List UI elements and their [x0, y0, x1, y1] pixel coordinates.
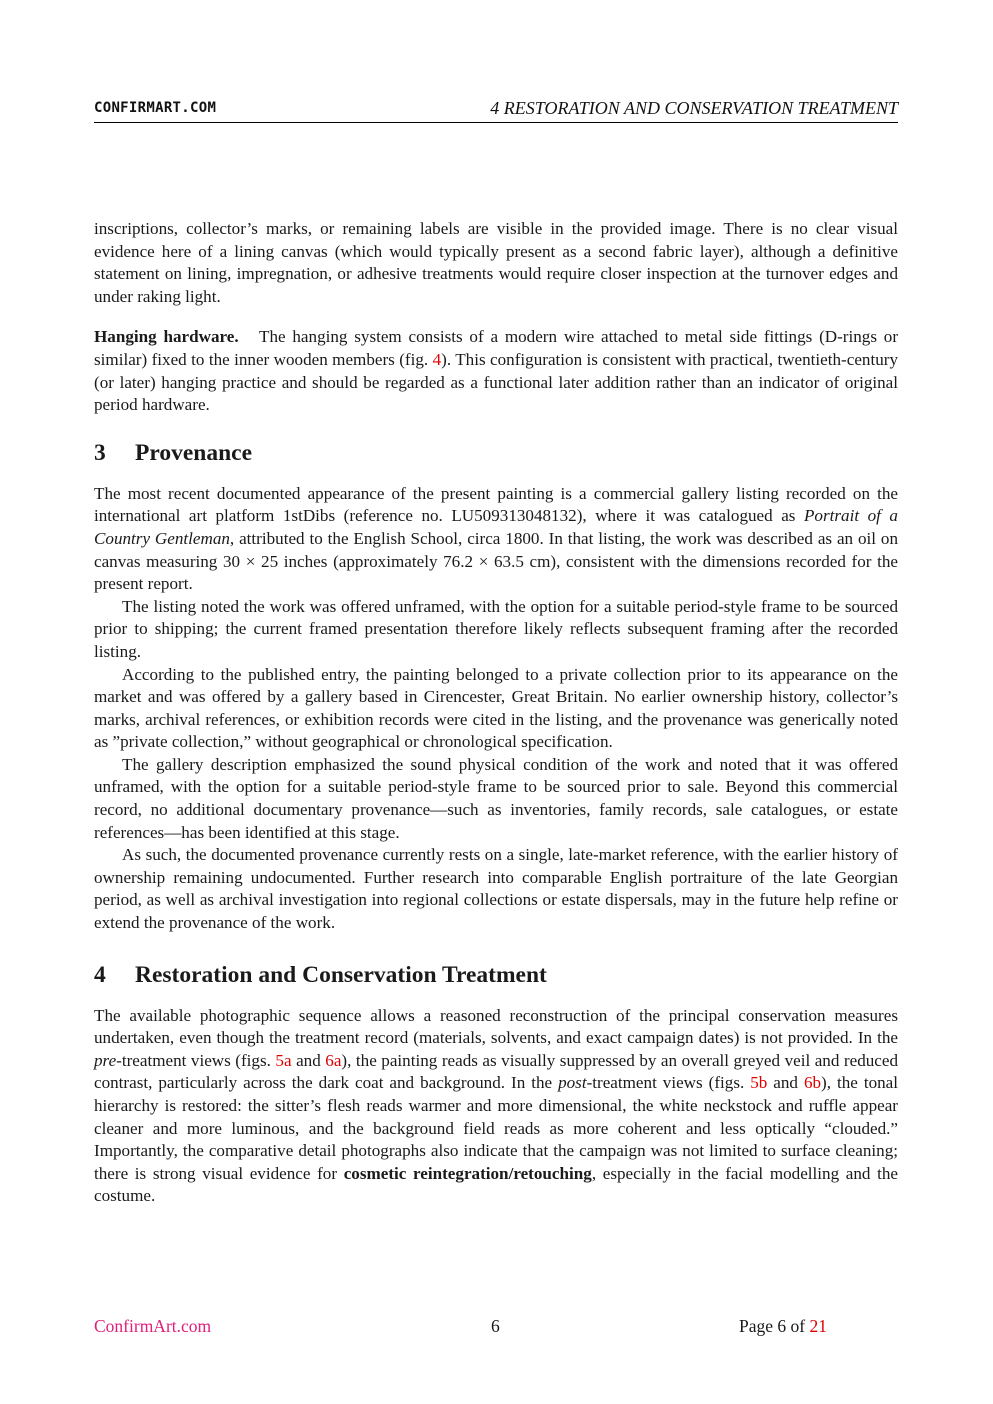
running-head: 4 RESTORATION AND CONSERVATION TREATMENT [490, 98, 898, 118]
page-header [94, 96, 898, 123]
provenance-p1 [94, 483, 898, 596]
section-3-heading [94, 439, 898, 467]
provenance-p3: According to the published entry, the painting belonged to a private collection prior to its appearance on the market and was offered by a gallery based in Cirencester, Great Britain. No earlier ownership history, collector’s marks, archival references, or exhibition records were cited in the listing, and the provenance was generically noted as ”private collection,” without geographical or chronological specification. [94, 664, 898, 752]
provenance-p1-end: , attributed to the English School, circa 1800. In that listing, the work was described as an oil on canvas measuring 30 × 25 inches (approximately 76.2 × 63.5 cm), consistent with the dimensions recorded for the present report. [94, 528, 898, 594]
intro-paragraph: inscriptions, collector’s marks, or remaining labels are visible in the provided image. There is no clear visual evidence here of a lining canvas (which would typically present as a second fabric layer), although a definitive statement on lining, impregnation, or adhesive treatments would require closer inspection at the turnover edges and under raking light. [94, 219, 898, 306]
hanging-hardware-heading: Hanging hardware. [94, 327, 239, 347]
restoration-text-1: The available photographic sequence allows a reasoned reconstruction of the principal conservation measures undertaken, even though the treatment record (materials, solvents, and exact campaign dates) is not provided. In the [94, 1005, 898, 1048]
hanging-hardware-paragraph [94, 326, 898, 416]
fig-ref-5b[interactable]: 5b [750, 1073, 768, 1093]
section-4-title: Restoration and Conservation Treatment [135, 961, 547, 988]
page-content [94, 218, 898, 1208]
footer-site-link[interactable]: ConfirmArt.com [94, 1316, 212, 1336]
provenance-p5: As such, the documented provenance currently rests on a single, late-market reference, with the earlier history of ownership remaining undocumented. Further research into comparable English portraiture of the late Georgian period, as well as archival investigation into regional collections or estate dispersals, may in the future help refine or extend the provenance of the work. [94, 845, 898, 933]
provenance-p1-text: The most recent documented appearance of the present painting is a commercial gallery listing recorded on the international art platform 1stDibs (reference no. LU509313048132), where it was catalogued as [94, 483, 898, 526]
section-3-title: Provenance [135, 439, 253, 466]
restoration-text-2: -treatment views (figs. [116, 1050, 276, 1070]
restoration-paragraph [94, 1005, 898, 1208]
hanging-text-end: ). This configuration is consistent with practical, twentieth-century (or later) hanging practice and should be regarded as a functional later addition rather than an indicator of original period hardware. [94, 349, 899, 415]
restoration-text-4: -treatment views (figs. [586, 1073, 751, 1093]
footer-page-number: 6 [491, 1316, 500, 1336]
restoration-text-6: , especially in the facial modelling and the costume. [94, 1163, 898, 1206]
section-3-number: 3 [94, 439, 106, 466]
restoration-and-2: and [767, 1073, 804, 1093]
restoration-post: post [558, 1073, 587, 1093]
footer-page-count [739, 1316, 827, 1337]
fig-ref-6b[interactable]: 6b [803, 1073, 822, 1093]
restoration-text-3: ), the painting reads as visually suppressed by an overall greyed veil and reduced contrast, particularly across the dark coat and background. In the [94, 1050, 899, 1093]
artwork-title: Portrait of a Country Gentleman [94, 506, 898, 548]
footer-total-pages-link[interactable]: 21 [809, 1316, 827, 1336]
section-4-number: 4 [94, 961, 106, 988]
section-4-heading [94, 961, 898, 989]
restoration-pre: pre [94, 1050, 117, 1070]
page-footer [94, 1316, 898, 1338]
fig-ref-5a[interactable]: 5a [275, 1050, 292, 1070]
hanging-text: The hanging system consists of a modern wire attached to metal side fittings (D-rings or similar) fixed to the inner wooden members (fig. [94, 327, 899, 369]
fig-ref-6a[interactable]: 6a [325, 1050, 342, 1070]
provenance-p4: The gallery description emphasized the sound physical condition of the work and noted that it was offered unframed, with the option for a suitable period-style frame to be sourced prior to sale. Beyond this commercial record, no additional documentary provenance—such as inventories, family records, sale catalogues, or estate references—has been identified at this stage. [94, 754, 898, 842]
restoration-bold-term: cosmetic reintegration/retouching [343, 1163, 592, 1183]
site-logo[interactable]: CONFIRMART.COM [94, 100, 217, 116]
provenance-p2: The listing noted the work was offered unframed, with the option for a suitable period-style frame to be sourced prior to shipping; the current framed presentation therefore likely reflects subsequent framing after the recorded listing. [94, 596, 898, 661]
restoration-text-5: ), the tonal hierarchy is restored: the sitter’s flesh reads warmer and more dimensional, the white neckstock and ruffle appear cleaner and more luminous, and the background field reads as more coherent and less optically “clouded.” Importantly, the comparative detail photographs also indicate that the campaign was not limited to surface cleaning; there is strong visual evidence for [94, 1073, 898, 1183]
fig-ref-4[interactable]: 4 [432, 349, 442, 369]
restoration-and-1: and [291, 1050, 326, 1070]
footer-page-label: Page 6 of [739, 1316, 810, 1336]
